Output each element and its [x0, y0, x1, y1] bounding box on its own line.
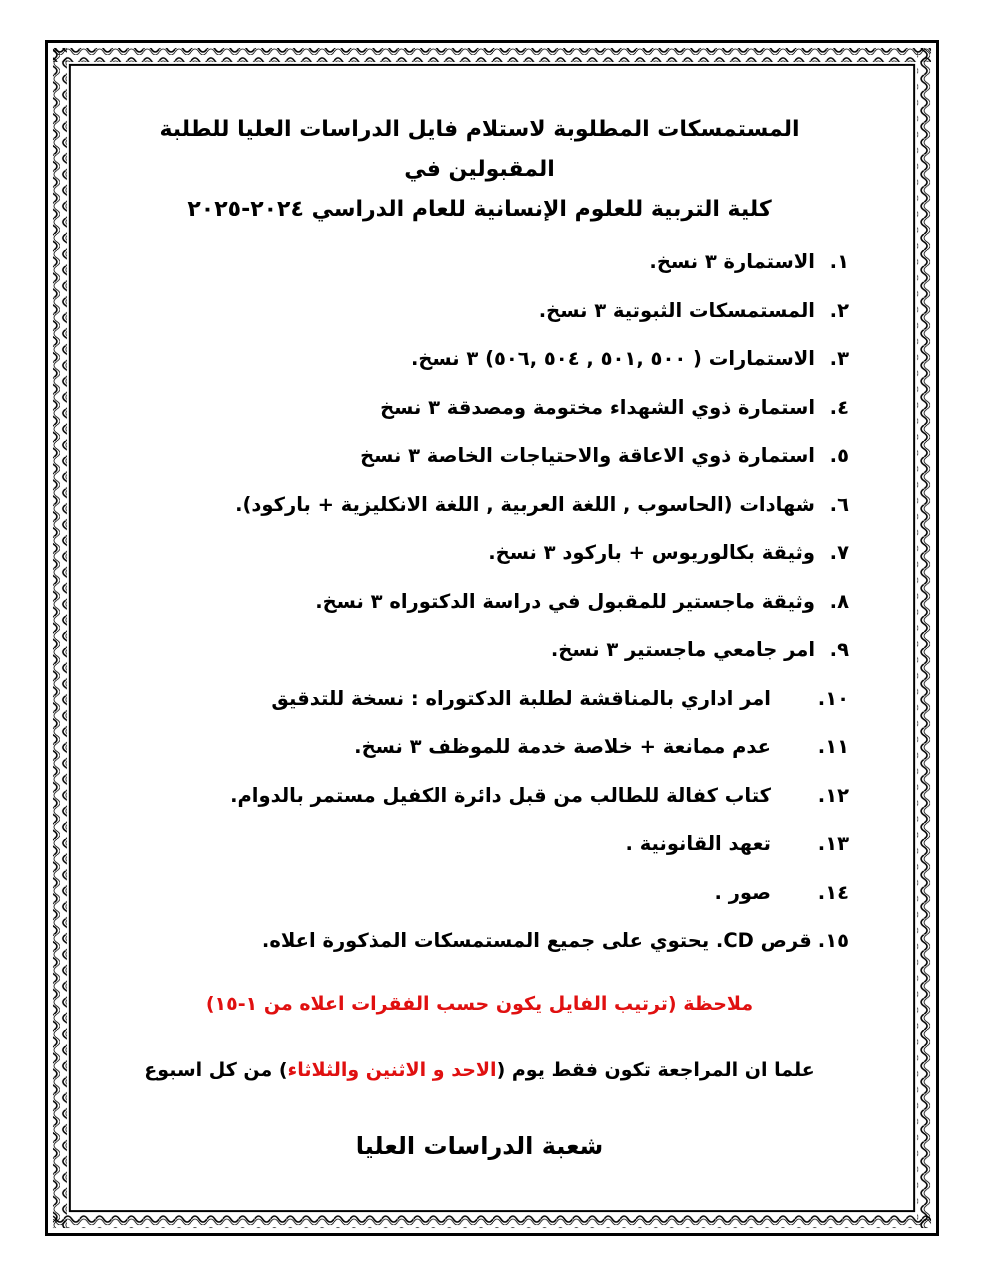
item-text: استمارة ذوي الاعاقة والاحتياجات الخاصة ٣ نسخ	[360, 444, 815, 467]
list-item	[110, 287, 849, 336]
document-body	[110, 110, 849, 1168]
list-item	[110, 772, 849, 821]
item-text: عدم ممانعة + خلاصة خدمة للموظف ٣ نسخ.	[354, 735, 771, 758]
list-item	[110, 432, 849, 481]
item-text: شهادات (الحاسوب , اللغة العربية , اللغة الانكليزية + باركود).	[235, 492, 815, 516]
item-text: استمارة ذوي الشهداء مختومة ومصدقة ٣ نسخ	[380, 395, 815, 419]
filing-order-note: ملاحظة (ترتيب الفايل يكون حسب الفقرات اعلاه من ١-١٥)	[205, 992, 754, 1015]
item-number: ٨.	[829, 589, 849, 613]
item-text: امر جامعي ماجستير ٣ نسخ.	[550, 638, 815, 661]
item-number: ١٤.	[817, 880, 849, 904]
department-signature: شعبة الدراسات العليا	[355, 1131, 604, 1160]
document-title	[110, 110, 849, 230]
requirements-list	[110, 238, 849, 966]
list-item	[110, 384, 849, 433]
list-item	[110, 578, 849, 627]
list-item	[110, 869, 849, 918]
review-text-after: ) من كل اسبوع	[144, 1058, 288, 1081]
item-number: ٥.	[829, 444, 849, 467]
item-number: ١٣.	[817, 832, 849, 855]
item-number: ٧.	[829, 541, 849, 564]
item-number: ٣.	[829, 347, 849, 370]
item-text: وثيقة ماجستير للمقبول في دراسة الدكتوراه ٣ نسخ.	[315, 589, 815, 613]
item-text: المستمسكات الثبوتية ٣ نسخ.	[538, 298, 815, 322]
list-item	[110, 820, 849, 869]
review-days: الاحد و الاثنين والثلاثاء	[287, 1058, 497, 1081]
item-number: ١.	[829, 250, 849, 273]
list-item	[110, 723, 849, 772]
list-item	[110, 335, 849, 384]
item-text: امر اداري بالمناقشة لطلبة الدكتوراه : نسخة للتدقيق	[271, 686, 771, 710]
item-number: ١٥.	[817, 929, 849, 952]
list-item	[110, 481, 849, 530]
item-number: ١٢.	[817, 783, 849, 807]
item-number: ٢.	[829, 298, 849, 322]
list-item	[110, 529, 849, 578]
list-item	[110, 675, 849, 724]
review-text-before: علما ان المراجعة تكون فقط يوم (	[496, 1058, 815, 1081]
item-number: ١٠.	[817, 686, 849, 710]
item-number: ١١.	[817, 735, 849, 758]
item-text: قرص CD. يحتوي على جميع المستمسكات المذكورة اعلاه.	[261, 929, 812, 952]
item-number: ٤.	[829, 395, 849, 419]
title-line-1: المستمسكات المطلوبة لاستلام فايل الدراسات العليا للطلبة المقبولين في	[159, 117, 800, 182]
review-days-notice	[110, 1050, 849, 1090]
item-text: وثيقة بكالوريوس + باركود ٣ نسخ.	[488, 541, 815, 564]
item-text: الاستمارة ٣ نسخ.	[649, 250, 815, 273]
list-item	[110, 238, 849, 287]
list-item	[110, 917, 849, 966]
item-text: صور .	[714, 880, 771, 904]
item-text: كتاب كفالة للطالب من قبل دائرة الكفيل مستمر بالدوام.	[230, 783, 771, 807]
item-number: ٩.	[829, 638, 849, 661]
list-item	[110, 626, 849, 675]
title-line-2: كلية التربية للعلوم الإنسانية للعام الدراسي ٢٠٢٤-٢٠٢٥	[187, 197, 772, 222]
item-number: ٦.	[829, 492, 849, 516]
item-text: تعهد القانونية .	[625, 832, 771, 855]
item-text: الاستمارات ( ٥٠٠ ,٥٠١ , ٥٠٤ ,٥٠٦) ٣ نسخ.	[410, 347, 815, 370]
